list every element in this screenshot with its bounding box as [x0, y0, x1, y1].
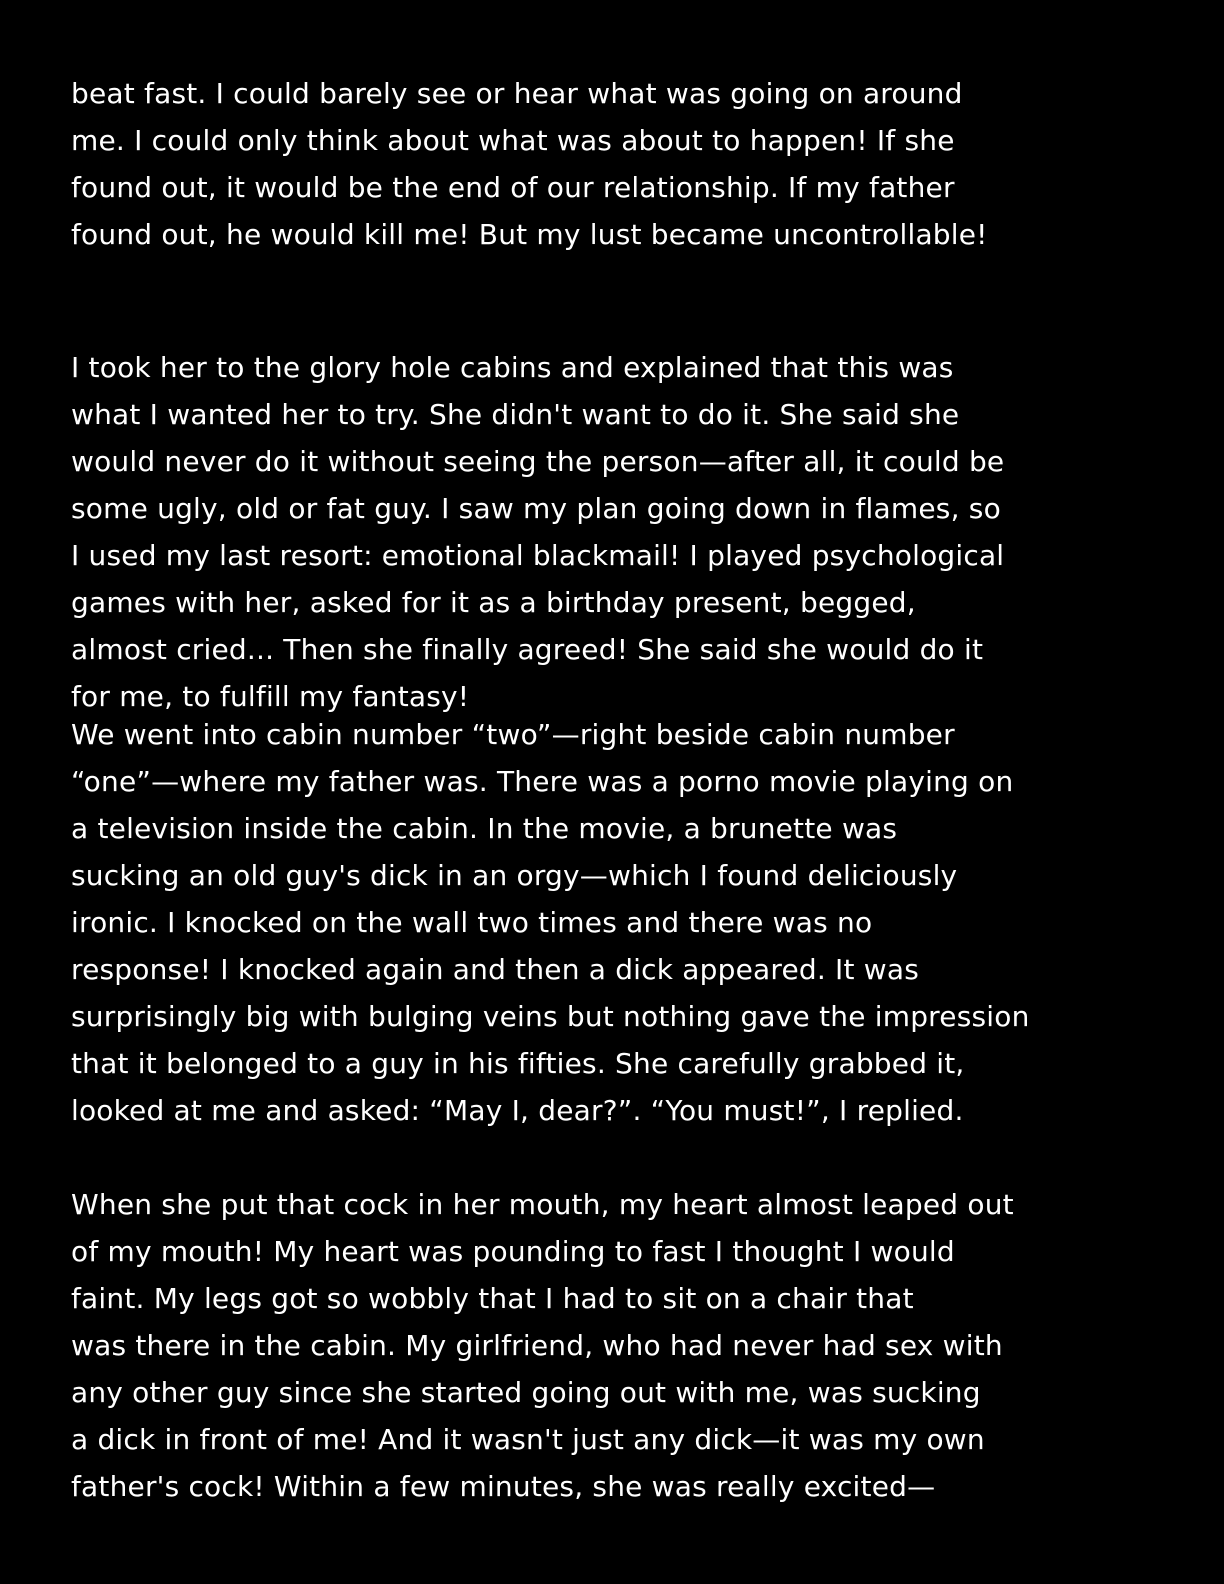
text-line: found out, he would kill me! But my lust became uncontrollable! [71, 218, 988, 251]
text-line: me. I could only think about what was about to happen! If she [71, 124, 955, 157]
text-line: games with her, asked for it as a birthday present, begged, [71, 586, 916, 619]
text-line: sucking an old guy's dick in an orgy—which I found deliciously [71, 859, 958, 892]
text-line: ironic. I knocked on the wall two times and there was no [71, 906, 873, 939]
text-line: that it belonged to a guy in his fifties. She carefully grabbed it, [71, 1047, 965, 1080]
paragraph-1 [71, 70, 988, 258]
text-line: faint. My legs got so wobbly that I had to sit on a chair that [71, 1282, 914, 1315]
text-line: for me, to fulfill my fantasy! [71, 680, 470, 713]
text-line: surprisingly big with bulging veins but nothing gave the impression [71, 1000, 1030, 1033]
paragraph-2 [71, 344, 1004, 720]
text-line: of my mouth! My heart was pounding to fast I thought I would [71, 1235, 955, 1268]
text-line: almost cried... Then she finally agreed! She said she would do it [71, 633, 984, 666]
text-line: I took her to the glory hole cabins and explained that this was [71, 351, 954, 384]
text-line: response! I knocked again and then a dick appeared. It was [71, 953, 920, 986]
text-line: I used my last resort: emotional blackmail! I played psychological [71, 539, 1005, 572]
text-line: a television inside the cabin. In the movie, a brunette was [71, 812, 898, 845]
text-line: “one”—where my father was. There was a porno movie playing on [71, 765, 1014, 798]
text-line: what I wanted her to try. She didn't want to do it. She said she [71, 398, 960, 431]
text-line: beat fast. I could barely see or hear what was going on around [71, 77, 963, 110]
text-line: looked at me and asked: “May I, dear?”. “You must!”, I replied. [71, 1094, 964, 1127]
text-line: would never do it without seeing the person—after all, it could be [71, 445, 1005, 478]
text-line: When she put that cock in her mouth, my heart almost leaped out [71, 1188, 1014, 1221]
text-line: found out, it would be the end of our relationship. If my father [71, 171, 955, 204]
paragraph-4 [71, 1181, 1014, 1510]
paragraph-3 [71, 711, 1030, 1134]
text-line: some ugly, old or fat guy. I saw my plan going down in flames, so [71, 492, 1001, 525]
text-line: father's cock! Within a few minutes, she was really excited— [71, 1470, 936, 1503]
text-line: was there in the cabin. My girlfriend, who had never had sex with [71, 1329, 1003, 1362]
text-line: any other guy since she started going out with me, was sucking [71, 1376, 981, 1409]
text-line: a dick in front of me! And it wasn't just any dick—it was my own [71, 1423, 985, 1456]
text-line: We went into cabin number “two”—right beside cabin number [71, 718, 955, 751]
